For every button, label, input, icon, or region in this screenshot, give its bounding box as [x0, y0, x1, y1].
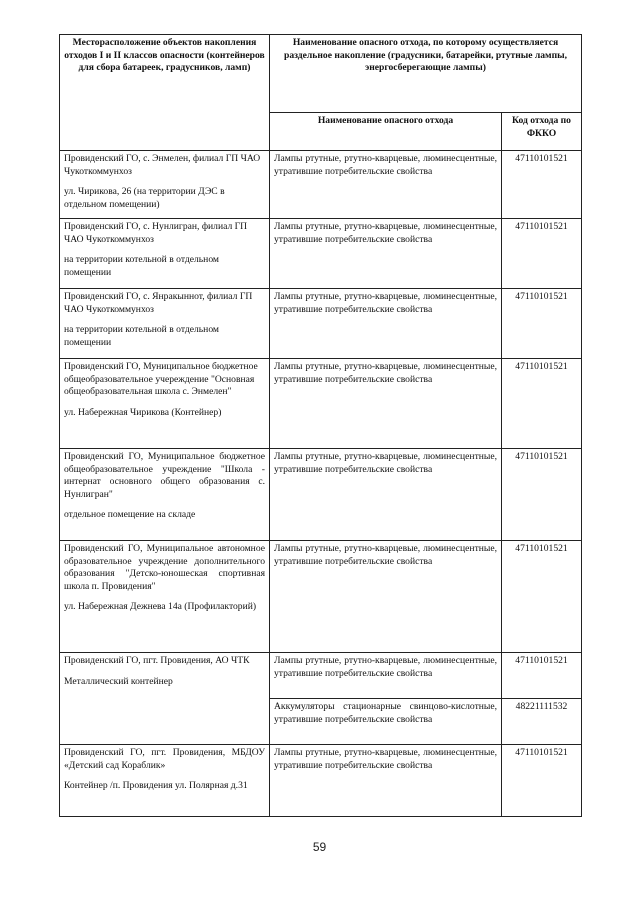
location-address: ул. Набережная Чирикова (Контейнер): [64, 406, 222, 418]
location-cell: [60, 653, 270, 745]
waste-name-cell: Лампы ртутные, ртутно-кварцевые, люминесцентные, утратившие потребительские свойства: [270, 541, 502, 653]
waste-name-cell: Аккумуляторы стационарные свинцово-кислотные, утратившие потребительские свойства: [270, 699, 502, 745]
location-cell: [60, 289, 270, 359]
table-row: [60, 359, 582, 449]
hazardous-waste-table: [59, 34, 582, 817]
header-waste-group: Наименование опасного отхода, по которому осуществляется раздельное накопление (градусники, батарейки, ртутные лампы, энергосберегающие лампы): [270, 35, 582, 113]
waste-code-cell: 47110101521: [502, 151, 582, 219]
waste-code-cell: 48221111532: [502, 699, 582, 745]
waste-code-cell: 47110101521: [502, 541, 582, 653]
waste-code-cell: 47110101521: [502, 653, 582, 699]
location-cell: [60, 359, 270, 449]
location-org: Провиденский ГО, с. Энмелен, филиал ГП ЧАО Чукоткоммунхоз: [64, 153, 261, 177]
page-number: 59: [312, 840, 327, 854]
waste-code-cell: 47110101521: [502, 219, 582, 289]
waste-code-cell: 47110101521: [502, 289, 582, 359]
waste-code-cell: 47110101521: [502, 359, 582, 449]
location-cell: [60, 745, 270, 817]
table-row: [60, 745, 582, 817]
table-row: [60, 449, 582, 541]
header-location: Месторасположение объектов накопления отходов I и II классов опасности (контейнеров для сбора батареек, градусников, ламп): [60, 35, 270, 151]
waste-name-cell: Лампы ртутные, ртутно-кварцевые, люминесцентные, утратившие потребительские свойства: [270, 745, 502, 817]
waste-name-cell: Лампы ртутные, ртутно-кварцевые, люминесцентные, утратившие потребительские свойства: [270, 359, 502, 449]
waste-name-cell: Лампы ртутные, ртутно-кварцевые, люминесцентные, утратившие потребительские свойства: [270, 289, 502, 359]
waste-name-cell: Лампы ртутные, ртутно-кварцевые, люминесцентные, утратившие потребительские свойства: [270, 151, 502, 219]
waste-name-cell: Лампы ртутные, ртутно-кварцевые, люминесцентные, утратившие потребительские свойства: [270, 449, 502, 541]
location-address: отдельное помещение на складе: [64, 509, 196, 521]
waste-name-cell: Лампы ртутные, ртутно-кварцевые, люминесцентные, утратившие потребительские свойства: [270, 219, 502, 289]
header-waste-code: Код отхода по ФККО: [502, 113, 582, 151]
location-address: ул. Набережная Дежнева 14а (Профилакторий): [64, 601, 257, 613]
location-cell: [60, 219, 270, 289]
location-address: Металлический контейнер: [64, 675, 173, 687]
table-row: [60, 151, 582, 219]
location-org: Провиденский ГО, с. Нунлигран, филиал ГП ЧАО Чукоткоммунхоз: [64, 221, 248, 245]
location-cell: [60, 151, 270, 219]
waste-code-cell: 47110101521: [502, 745, 582, 817]
table-row: [60, 541, 582, 653]
waste-code-cell: 47110101521: [502, 449, 582, 541]
table-row: [60, 289, 582, 359]
table-row: [60, 219, 582, 289]
location-org: Провиденский ГО, с. Янракыннот, филиал ГП ЧАО Чукоткоммунхоз: [64, 291, 253, 315]
waste-name-cell: Лампы ртутные, ртутно-кварцевые, люминесцентные, утратившие потребительские свойства: [270, 653, 502, 699]
location-org: Провиденский ГО, Муниципальное автономное образовательное учреждение дополнительного образования "Детско-юношеская спортивная школа п. Провидения": [64, 543, 265, 592]
location-address: на территории котельной в отдельном помещении: [64, 324, 220, 348]
header-waste-name: Наименование опасного отхода: [270, 113, 502, 151]
location-address: на территории котельной в отдельном помещении: [64, 254, 220, 278]
location-address: ул. Чирикова, 26 (на территории ДЭС в отдельном помещении): [64, 186, 225, 210]
header-row: [60, 35, 582, 113]
location-org: Провиденский ГО, пгт. Провидения, МБДОУ «Детский сад Кораблик»: [64, 747, 265, 771]
location-org: Провиденский ГО, Муниципальное бюджетное общеобразовательное учереждение "Основная общеобразовательная школа с. Энмелен": [64, 361, 258, 398]
location-address: Контейнер /п. Провидения ул. Полярная д.31: [64, 780, 248, 792]
table-row: [60, 653, 582, 699]
location-org: Провиденский ГО, пгт. Провидения, АО ЧТК: [64, 655, 250, 666]
location-cell: [60, 541, 270, 653]
location-cell: [60, 449, 270, 541]
location-org: Провиденский ГО, Муниципальное бюджетное общеобразовательное учреждение "Школа - интернат основного общего образования с. Нунлигран": [64, 451, 265, 500]
